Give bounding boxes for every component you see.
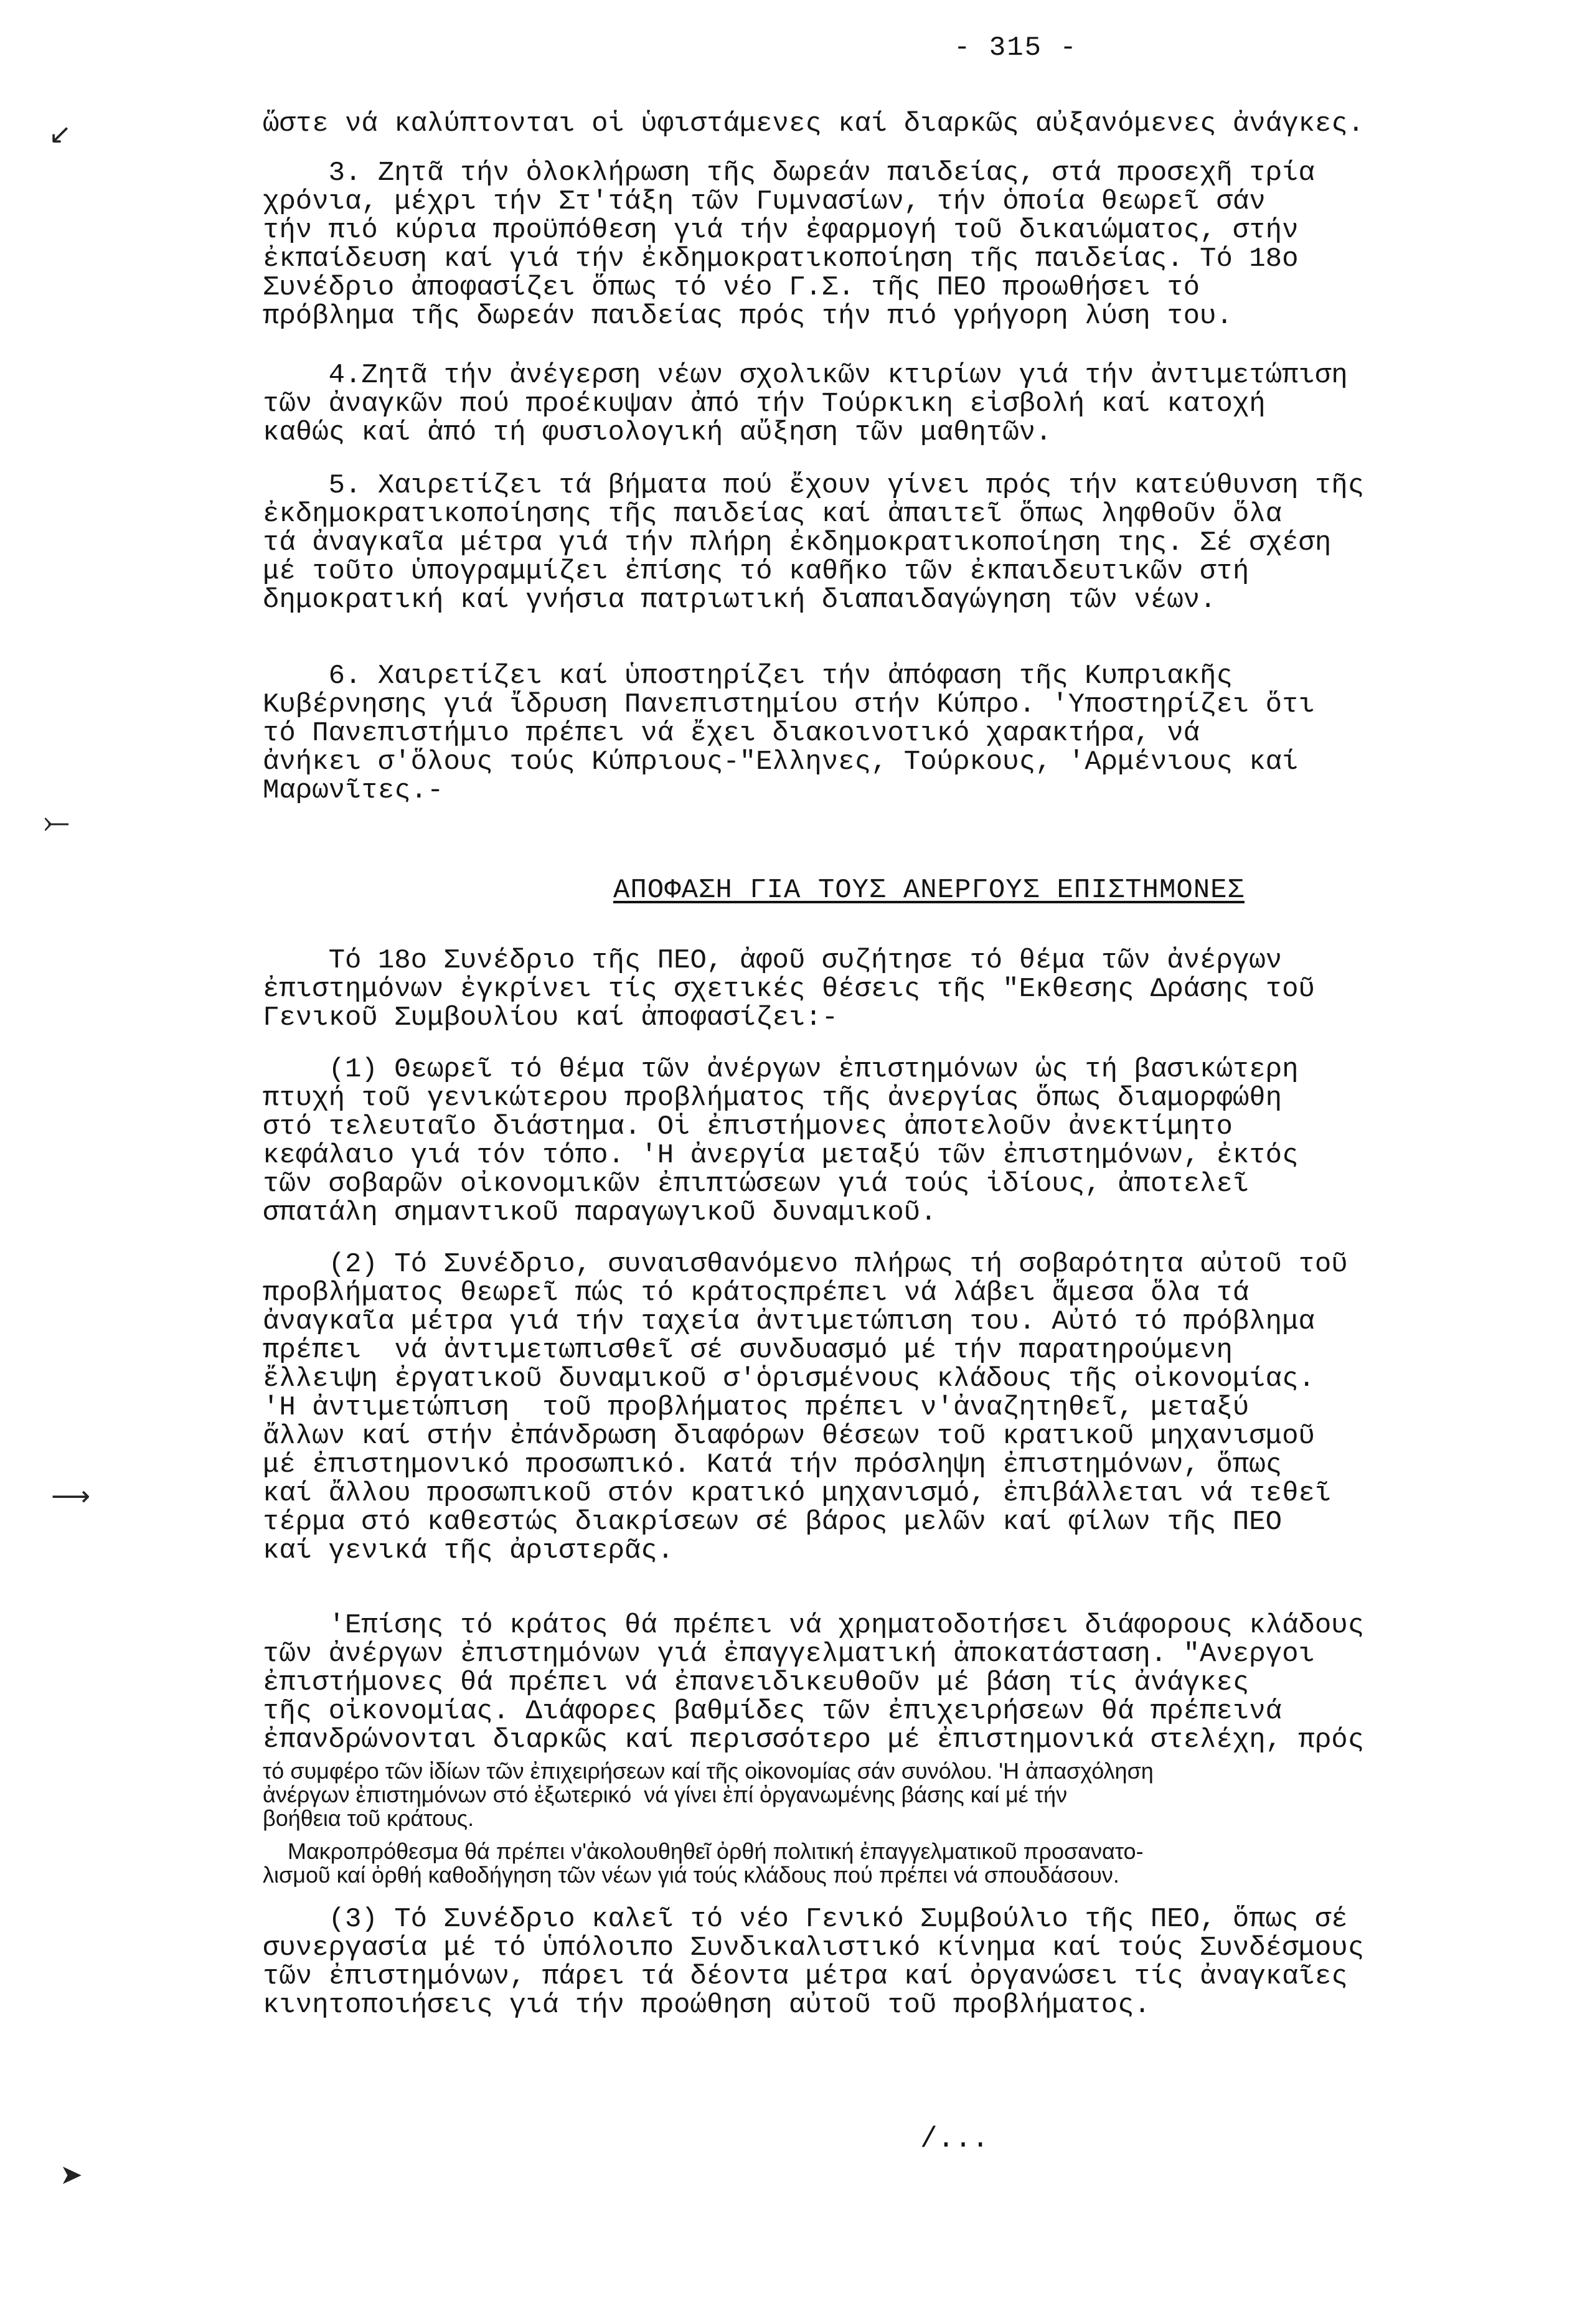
decision-item-3: (3) Τό Συνέδριο καλεῖ τό νέο Γενικό Συμβούλιο τῆς ΠΕΟ, ὅπως σέ συνεργασία μέ τό ὑπόλοιπο Συνδικαλιστικό κίνημα καί τούς Συνδέσμους τῶν ἐπιστημόνων, πάρει τά δέοντα μέτρα καί ὀργανώσει τίς ἀναγκαῖες κινητοποιήσεις γιά τήν προώθηση αὐτοῦ τοῦ προβλήματος. bbox=[263, 1904, 1365, 2021]
page-number: - 315 - bbox=[954, 32, 1078, 64]
paragraph-item-4: 4.Ζητᾶ τήν ἀνέγερση νέων σχολικῶν κτιρίων γιά τήν ἀντιμετώπιση τῶν ἀναγκῶν πού προέκυψαν ἀπό τήν Τούρκικη εἰσβολή καί κατοχή καθώς καί ἀπό τή φυσιολογική αὔξηση τῶν μαθητῶν. bbox=[263, 360, 1348, 448]
continuation-mark: /... bbox=[920, 2123, 989, 2155]
paragraph-item-5: 5. Χαιρετίζει τά βήματα πού ἔχουν γίνει πρός τήν κατεύθυνση τῆς ἐκδημοκρατικοποίησης τῆς παιδείας καί ἀπαιτεῖ ὅπως ληφθοῦν ὅλα τά ἀναγκαῖα μέτρα γιά τήν πλήρη ἐκδημοκρατικοποίηση της. Σέ σχέση μέ τοῦτο ὑπογραμμίζει ἐπίσης τό καθῆκο τῶν ἐκπαιδευτικῶν στή δημοκρατική καί γνήσια πατριωτική διαπαιδαγώγηση τῶν νέων. bbox=[263, 470, 1365, 616]
paragraph-intro: ὥστε νά καλύπτονται οἱ ὑφιστάμενες καί διαρκῶς αὐξανόμενες ἀνάγκες. bbox=[263, 108, 1365, 139]
margin-mark-dash-icon: ⟶ bbox=[51, 1480, 91, 1512]
margin-mark-pointer-icon: ➤ bbox=[60, 2159, 83, 2191]
margin-mark-arrow-icon: ↙ bbox=[49, 118, 72, 150]
decision-item-2-paragraph-c: τό συμφέρο τῶν ἰδίων τῶν ἐπιχειρήσεων καί τῆς οἰκονομίας σάν συνόλου. 'Η ἀπασχόληση ἀνέργων ἐπιστημόνων στό ἐξωτερικό νά γίνει ἐπί ὀργανωμένης βάσης καί μέ τήν βοήθεια τοῦ κράτους. bbox=[263, 1758, 1154, 1831]
decision-item-2-paragraph-d: Μακροπρόθεσμα θά πρέπει ν'ἀκολουθηθεῖ ὀρθή πολιτική ἐπαγγελματικοῦ προσανατο- λισμοῦ καί ὀρθή καθοδήγηση τῶν νέων γιά τούς κλάδους πού πρέπει νά σπουδάσουν. bbox=[263, 1838, 1144, 1888]
margin-mark-cross-icon: ⤚ bbox=[44, 803, 70, 840]
decision-item-2: (2) Τό Συνέδριο, συναισθανόμενο πλήρως τή σοβαρότητα αὐτοῦ τοῦ προβλήματος θεωρεῖ πώς τό κράτοςπρέπει νά λάβει ἄμεσα ὅλα τά ἀναγκαῖα μέτρα γιά τήν ταχεία ἀντιμετώπιση του. Αὐτό τό πρόβλημα πρέπει νά ἀντιμετωπισθεῖ σέ συνδυασμό μέ τήν παρατηρούμενη ἔλλειψη ἐργατικοῦ δυναμικοῦ σ'ὁρισμένους κλάδους τῆς οἰκονομίας. 'Η ἀντιμετώπιση τοῦ προβλήματος πρέπει ν'ἀναζητηθεῖ, μεταξύ ἄλλων καί στήν ἐπάνδρωση διαφόρων θέσεων τοῦ κρατικοῦ μηχανισμοῦ μέ ἐπιστημονικό προσωπικό. Κατά τήν πρόσληψη ἐπιστημόνων, ὅπως καί ἄλλου προσωπικοῦ στόν κρατικό μηχανισμό, ἐπιβάλλεται νά τεθεῖ τέρμα στό καθεστώς διακρίσεων σέ βάρος μελῶν καί φίλων τῆς ΠΕΟ καί γενικά τῆς ἀριστερᾶς. bbox=[263, 1249, 1348, 1566]
decision-intro: Τό 18ο Συνέδριο τῆς ΠΕΟ, ἀφοῦ συζήτησε τό θέμα τῶν ἀνέργων ἐπιστημόνων ἐγκρίνει τίς σχετικές θέσεις τῆς "Εκθεσης Δράσης τοῦ Γενικοῦ Συμβουλίου καί ἀποφασίζει:- bbox=[263, 945, 1315, 1033]
paragraph-item-6: 6. Χαιρετίζει καί ὑποστηρίζει τήν ἀπόφαση τῆς Κυπριακῆς Κυβέρνησης γιά ἴδρυση Πανεπιστημίου στήν Κύπρο. 'Υποστηρίζει ὅτι τό Πανεπιστήμιο πρέπει νά ἔχει διακοινοτικό χαρακτήρα, νά ἀνήκει σ'ὅλους τούς Κύπριους-"Ελληνες, Τούρκους, 'Αρμένιους καί Μαρωνῖτες.- bbox=[263, 661, 1315, 806]
paragraph-item-3: 3. Ζητᾶ τήν ὁλοκλήρωση τῆς δωρεάν παιδείας, στά προσεχῆ τρία χρόνια, μέχρι τήν Στ'τάξη τῶν Γυμνασίων, τήν ὁποία θεωρεῖ σάν τήν πιό κύρια προϋπόθεση γιά τήν ἐφαρμογή τοῦ δικαιώματος, στήν ἐκπαίδευση καί γιά τήν ἐκδημοκρατικοποίηση τῆς παιδείας. Τό 18ο Συνέδριο ἀποφασίζει ὅπως τό νέο Γ.Σ. τῆς ΠΕΟ προωθήσει τό πρόβλημα τῆς δωρεάν παιδείας πρός τήν πιό γρήγορη λύση του. bbox=[263, 158, 1315, 332]
decision-item-1: (1) Θεωρεῖ τό θέμα τῶν ἀνέργων ἐπιστημόνων ὡς τή βασικώτερη πτυχή τοῦ γενικώτερου προβλήματος τῆς ἀνεργίας ὅπως διαμορφώθη στό τελευταῖο διάστημα. Οἱ ἐπιστήμονες ἀποτελοῦν ἀνεκτίμητο κεφάλαιο γιά τόν τόπο. 'Η ἀνεργία μεταξύ τῶν ἐπιστημόνων, ἐκτός τῶν σοβαρῶν οἰκονομικῶν ἐπιπτώσεων γιά τούς ἰδίους, ἀποτελεῖ σπατάλη σημαντικοῦ παραγωγικοῦ δυναμικοῦ. bbox=[263, 1054, 1299, 1228]
section-heading: ΑΠΟΦΑΣΗ ΓΙΑ ΤΟΥΣ ΑΝΕΡΓΟΥΣ ΕΠΙΣΤΗΜΟΝΕΣ bbox=[613, 875, 1245, 906]
decision-item-2-paragraph-b: 'Επίσης τό κράτος θά πρέπει νά χρηματοδοτήσει διάφορους κλάδους τῶν ἀνέργων ἐπιστημόνων γιά ἐπαγγελματική ἀποκατάσταση. "Ανεργοι ἐπιστήμονες θά πρέπει νά ἐπανειδικευθοῦν μέ βάση τίς ἀνάγκες τῆς οἰκονομίας. Διάφορες βαθμίδες τῶν ἐπιχειρήσεων θά πρέπεινά ἐπανδρώνονται διαρκῶς καί περισσότερο μέ ἐπιστημονικά στελέχη, πρός bbox=[263, 1610, 1365, 1756]
